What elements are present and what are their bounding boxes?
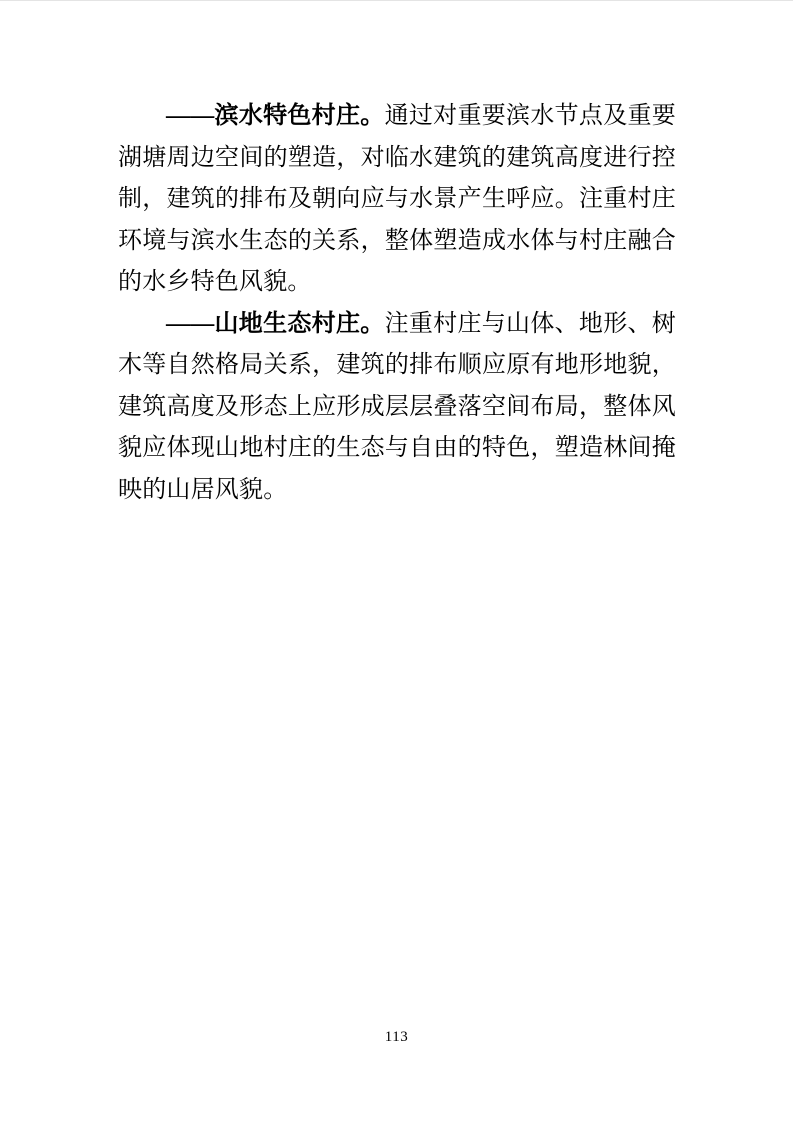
page-number: 113	[384, 1029, 409, 1045]
paragraph-lead-bold: ——滨水特色村庄。	[166, 103, 385, 129]
paragraph-body: 通过对重要滨水节点及重要湖塘周边空间的塑造，对临水建筑的建筑高度进行控制，建筑的排布及朝向应与水景产生呼应。注重村庄环境与滨水生态的关系，整体塑造成水体与村庄融合的水乡特色风貌。	[118, 103, 676, 295]
paragraph-waterfront-village	[118, 96, 676, 304]
paragraph-lead-bold: ——山地生态村庄。	[166, 310, 385, 337]
paragraph-mountain-village	[118, 304, 676, 512]
text-block	[118, 96, 676, 511]
paragraph-body: 注重村庄与山体、地形、树木等自然格局关系，建筑的排布顺应原有地形地貌，建筑高度及形态上应形成层层叠落空间布局，整体风貌应体现山地村庄的生态与自由的特色，塑造林间掩映的山居风貌。	[118, 310, 676, 503]
